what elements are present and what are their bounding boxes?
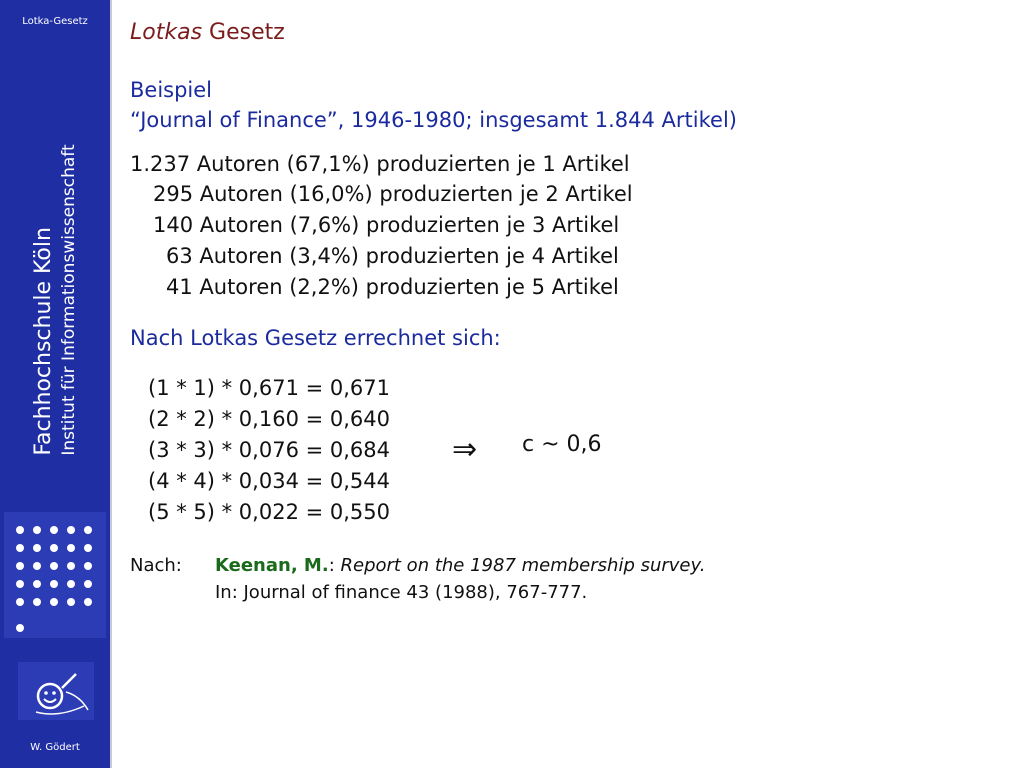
decorative-dot [16, 544, 24, 552]
calc-line-2: (2 * 2) * 0,160 = 0,640 [148, 407, 390, 431]
result-value: c ~ 0,6 [522, 432, 602, 457]
stat-line-3: 140 Autoren (7,6%) produzierten je 3 Artikel [153, 213, 620, 237]
source-author: Keenan, M. [215, 555, 329, 576]
source-work: Report on the 1987 membership survey. [340, 555, 706, 576]
decorative-dot [67, 562, 75, 570]
decorative-dot [67, 598, 75, 606]
institution-line1: Fachhochschule Köln [31, 227, 56, 456]
smiley-writer-icon [18, 662, 94, 720]
calc-line-4: (4 * 4) * 0,034 = 0,544 [148, 469, 390, 493]
source-publication: In: Journal of finance 43 (1988), 767-777. [215, 582, 588, 603]
sidebar-divider [110, 0, 112, 768]
calc-line-1: (1 * 1) * 0,671 = 0,671 [148, 376, 390, 400]
decorative-dot [67, 526, 75, 534]
decorative-dot [67, 544, 75, 552]
decorative-dot [84, 544, 92, 552]
author-label: W. Gödert [30, 742, 80, 753]
slide-title [130, 20, 285, 45]
decorative-dot [84, 580, 92, 588]
calc-line-5: (5 * 5) * 0,022 = 0,550 [148, 500, 390, 524]
dots-pattern [4, 512, 106, 638]
sidebar-vertical-area [0, 0, 110, 768]
decorative-dot [16, 598, 24, 606]
calc-heading: Nach Lotkas Gesetz errechnet sich: [130, 326, 501, 350]
stat-line-2: 295 Autoren (16,0%) produzierten je 2 Artikel [153, 182, 633, 206]
decorative-dot [16, 580, 24, 588]
decorative-dot [84, 526, 92, 534]
calc-line-3: (3 * 3) * 0,076 = 0,684 [148, 438, 390, 462]
decorative-dot [33, 598, 41, 606]
decorative-dot [33, 580, 41, 588]
source-citation [215, 555, 706, 576]
decorative-dot [50, 526, 58, 534]
title-rest: Gesetz [202, 20, 285, 45]
decorative-dot [33, 544, 41, 552]
implies-arrow: ⇒ [452, 432, 478, 467]
decorative-dot [50, 598, 58, 606]
example-heading: Beispiel [130, 78, 213, 102]
example-text: “Journal of Finance”, 1946-1980; insgesamt 1.844 Artikel) [130, 108, 737, 132]
decorative-dot [16, 526, 24, 534]
decorative-dot [33, 562, 41, 570]
source-label: Nach: [130, 555, 182, 576]
title-italic: Lotkas [130, 20, 203, 45]
stat-line-1: 1.237 Autoren (67,1%) produzierten je 1 Artikel [130, 152, 630, 176]
decorative-dot [84, 598, 92, 606]
decorative-dot [33, 526, 41, 534]
institution-name [30, 144, 80, 455]
decorative-dot [50, 544, 58, 552]
sidebar-top-label: Lotka-Gesetz [22, 16, 88, 27]
decorative-dot [50, 580, 58, 588]
decorative-dot [67, 580, 75, 588]
stat-line-5: 41 Autoren (2,2%) produzierten je 5 Artikel [166, 275, 619, 299]
sidebar [0, 0, 110, 768]
institution-line2: Institut für Informationswissenschaft [59, 144, 79, 456]
stat-line-4: 63 Autoren (3,4%) produzierten je 4 Artikel [166, 244, 619, 268]
decorative-dot [16, 624, 24, 632]
decorative-dot [84, 562, 92, 570]
source-separator: : [328, 555, 341, 576]
decorative-dot [16, 562, 24, 570]
decorative-dot [50, 562, 58, 570]
